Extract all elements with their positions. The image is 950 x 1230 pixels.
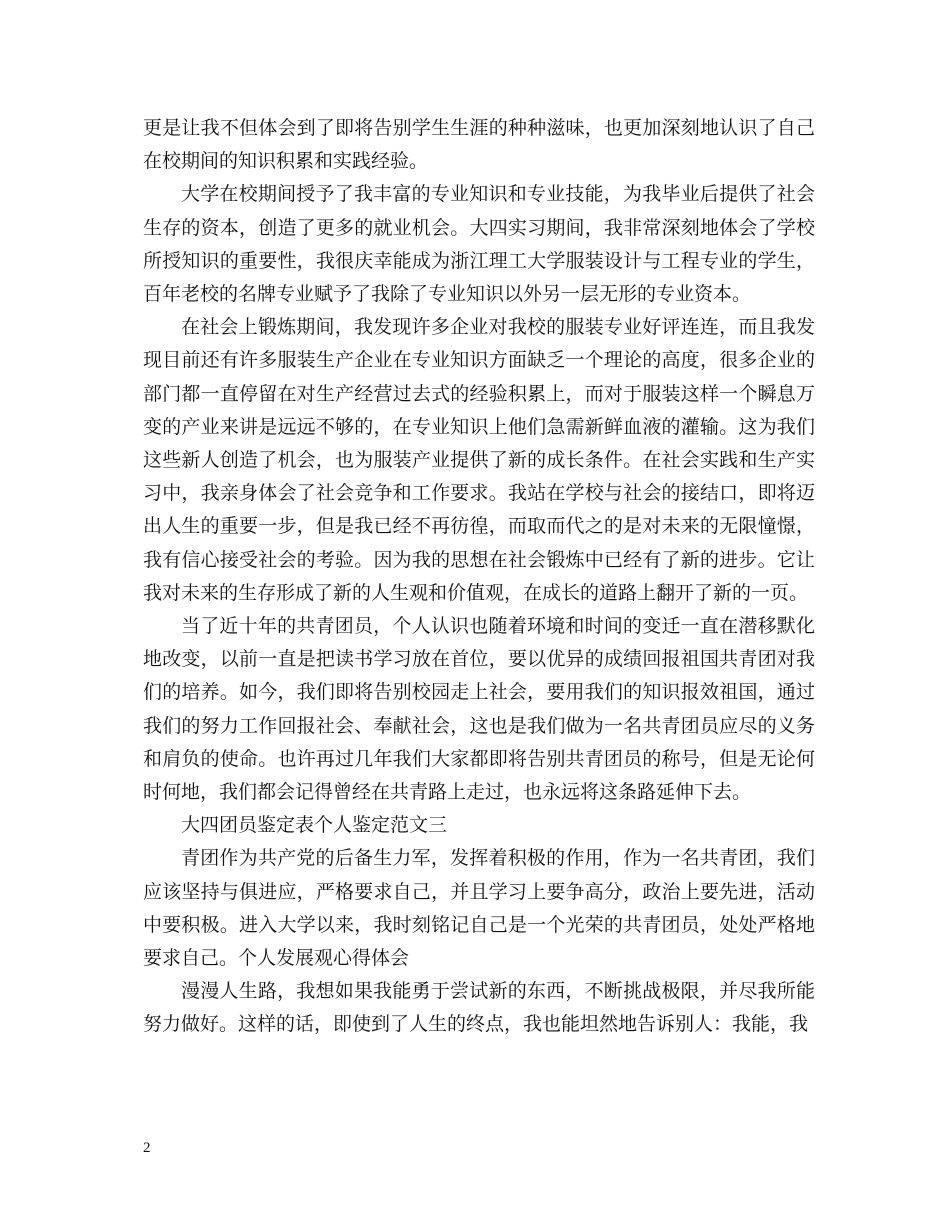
paragraph-2: 大学在校期间授予了我丰富的专业知识和专业技能，为我毕业后提供了社会生存的资本，创造了更多的就业机会。大四实习期间，我非常深刻地体会了学校所授知识的重要性，我很庆幸能成为浙江理工大学服装设计与工程专业的学生，百年老校的名牌专业赋予了我除了专业知识以外另一层无形的专业资本。 (143, 183, 815, 306)
page-number: 2 (143, 1140, 151, 1156)
paragraph-1: 更是让我不但体会到了即将告别学生生涯的种种滋味，也更加深刻地认识了自己在校期间的知识积累和实践经验。 (143, 117, 815, 173)
paragraph-5: 青团作为共产党的后备生力军，发挥着积极的作用，作为一名共青团，我们应该坚持与俱进应，严格要求自己，并且学习上要争高分，政治上要先进，活动中要积极。进入大学以来，我时刻铭记自己是一个光荣的共青团员，处处严格地要求自己。个人发展观心得体会 (143, 847, 815, 970)
section-heading: 大四团员鉴定表个人鉴定范文三 (181, 814, 448, 837)
document-body (143, 112, 815, 1042)
paragraph-4: 当了近十年的共青团员，个人认识也随着环境和时间的变迁一直在潜移默化地改变，以前一直是把读书学习放在首位，要以优异的成绩回报祖国共青团对我们的培养。如今，我们即将告别校园走上社会，要用我们的知识报效祖国，通过我们的努力工作回报社会、奉献社会，这也是我们做为一名共青团员应尽的义务和肩负的使命。也许再过几年我们大家都即将告别共青团员的称号，但是无论何时何地，我们都会记得曾经在共青路上走过，也永远将这条路延伸下去。 (143, 615, 815, 804)
paragraph-3: 在社会上锻炼期间，我发现许多企业对我校的服装专业好评连连，而且我发现目前还有许多服装生产企业在专业知识方面缺乏一个理论的高度，很多企业的部门都一直停留在对生产经营过去式的经验积累上，而对于服装这样一个瞬息万变的产业来讲是远远不够的，在专业知识上他们急需新鲜血液的灌输。这为我们这些新人创造了机会，也为服装产业提供了新的成长条件。在社会实践和生产实习中，我亲身体会了社会竞争和工作要求。我站在学校与社会的接结口，即将迈出人生的重要一步，但是我已经不再彷徨，而取而代之的是对未来的无限憧憬，我有信心接受社会的考验。因为我的思想在社会锻炼中已经有了新的进步。它让我对未来的生存形成了新的人生观和价值观，在成长的道路上翻开了新的一页。 (143, 316, 815, 604)
paragraph-6: 漫漫人生路，我想如果我能勇于尝试新的东西，不断挑战极限，并尽我所能努力做好。这样的话，即使到了人生的终点，我也能坦然地告诉别人：我能，我 (143, 980, 815, 1036)
